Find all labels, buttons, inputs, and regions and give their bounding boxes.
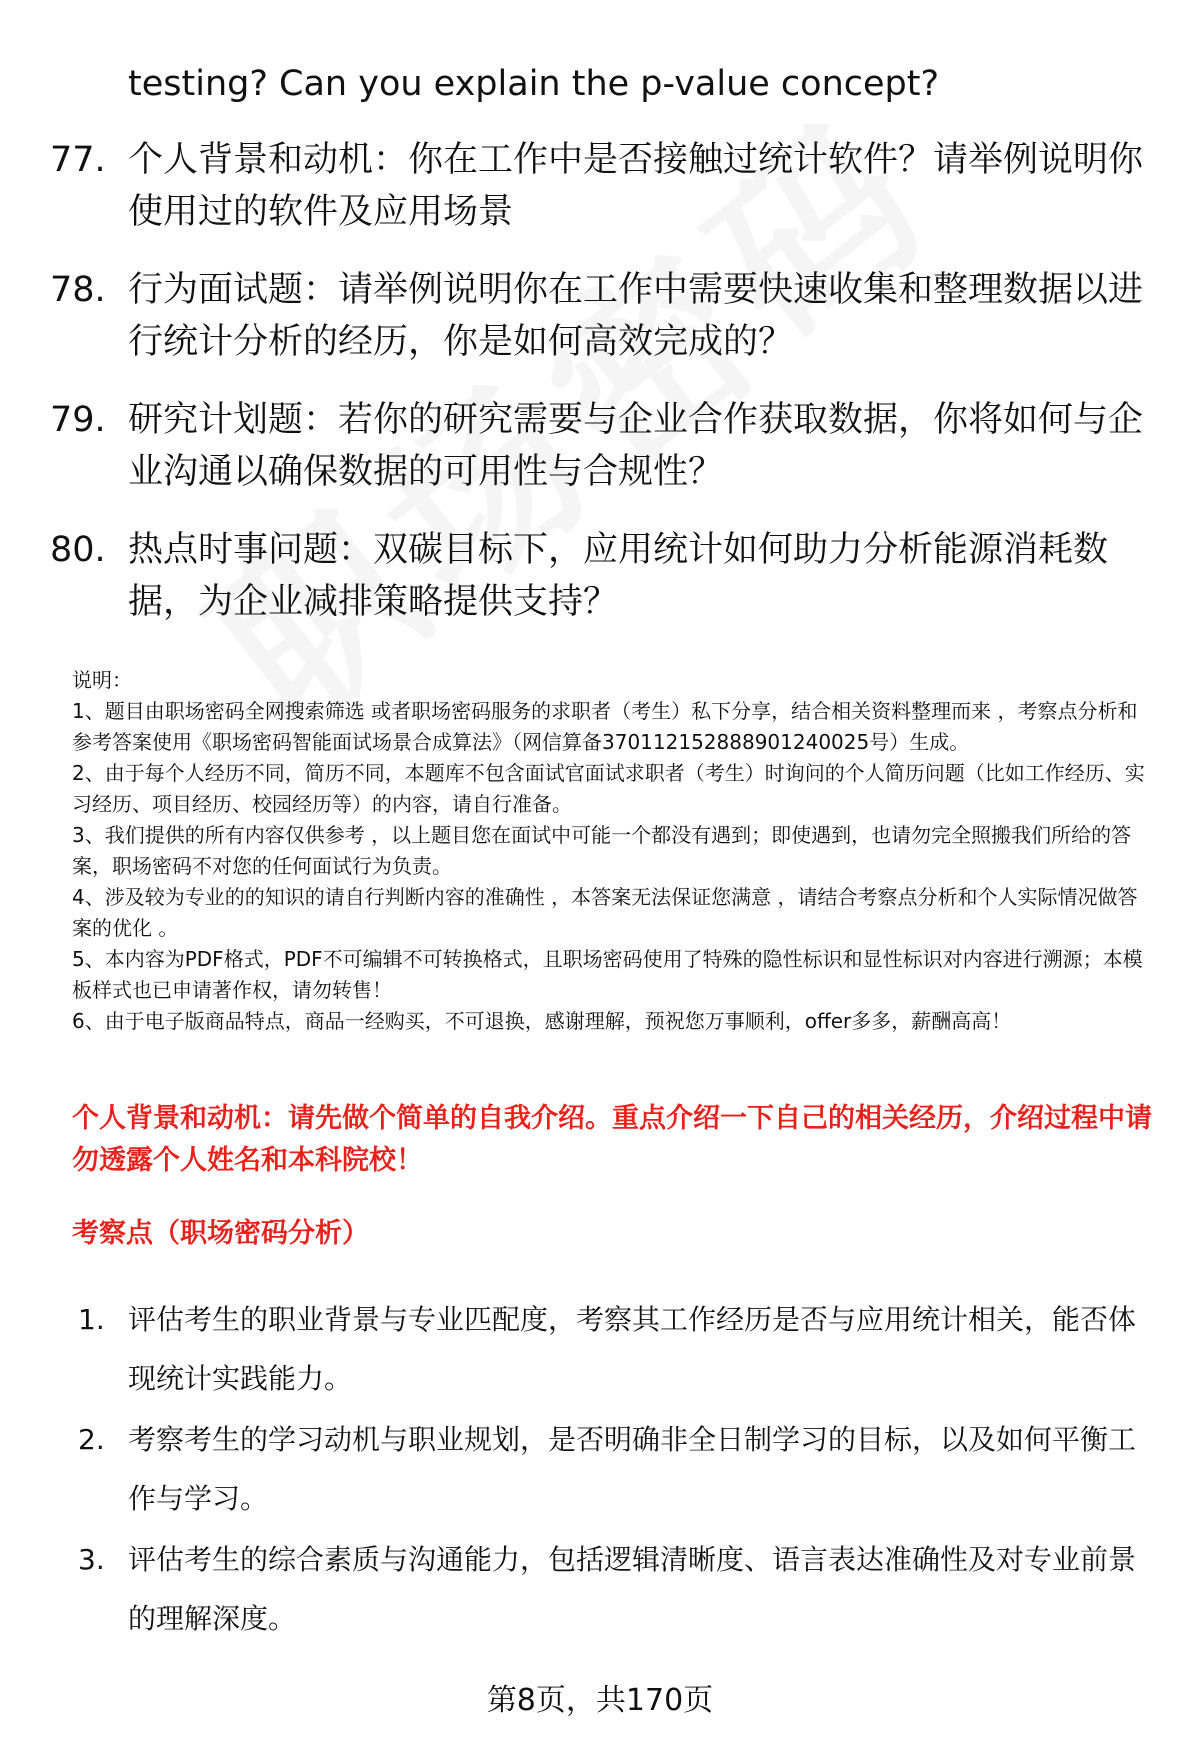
point-number: 2.: [78, 1423, 105, 1456]
question-text: 热点时事问题：双碳目标下，应用统计如何助力分析能源消耗数据，为企业减排策略提供支持？: [128, 530, 1109, 622]
note-item: 5、本内容为PDF格式，PDF不可编辑不可转换格式，且职场密码使用了特殊的隐性标识和显性标识对内容进行溯源；本模板样式也已申请著作权，请勿转售！: [72, 947, 1143, 1002]
page-number-footer: 第8页，共170页: [486, 1683, 714, 1718]
question-number: 80.: [50, 530, 106, 570]
question-text: 个人背景和动机：你在工作中是否接触过统计软件？请举例说明你使用过的软件及应用场景: [128, 140, 1144, 232]
question-item: [50, 264, 1150, 368]
question-continued-text: testing? Can you explain the p-value concept?: [128, 64, 940, 104]
point-text: 考察考生的学习动机与职业规划，是否明确非全日制学习的目标，以及如何平衡工作与学习。: [128, 1423, 1137, 1515]
question-item: [50, 394, 1150, 498]
assessment-points-list: [78, 1290, 1158, 1650]
note-item: 3、我们提供的所有内容仅供参考 ，以上题目您在面试中可能一个都没有遇到；即使遇到，也请勿完全照搬我们所给的答案，职场密码不对您的任何面试行为负责。: [72, 823, 1132, 878]
question-text: 行为面试题：请举例说明你在工作中需要快速收集和整理数据以进行统计分析的经历，你是如何高效完成的？: [128, 270, 1144, 362]
question-number: 77.: [50, 140, 106, 180]
question-list: [50, 58, 1150, 654]
question-number: 78.: [50, 270, 106, 310]
note-item: 2、由于每个人经历不同，简历不同，本题库不包含面试官面试求职者（考生）时询问的个人简历问题（比如工作经历、实习经历、项目经历、校园经历等）的内容，请自行准备。: [72, 761, 1145, 816]
note-item: 1、题目由职场密码全网搜索筛选 或者职场密码服务的求职者（考生）私下分享，结合相关资料整理而来 ，考察点分析和参考答案使用《职场密码智能面试场景合成算法》（网信算备370112152888901240025号）生成。: [72, 699, 1138, 754]
question-number: 79.: [50, 400, 106, 440]
point-text: 评估考生的职业背景与专业匹配度，考察其工作经历是否与应用统计相关，能否体现统计实践能力。: [128, 1303, 1137, 1395]
assessment-point: [78, 1290, 1158, 1408]
question-text: 研究计划题：若你的研究需要与企业合作获取数据，你将如何与企业沟通以确保数据的可用性与合规性？: [128, 400, 1144, 492]
note-item: 4、涉及较为专业的的知识的请自行判断内容的准确性 ，本答案无法保证您满意 ，请结合考察点分析和个人实际情况做答案的优化 。: [72, 885, 1138, 940]
assessment-point: [78, 1410, 1158, 1528]
assessment-point: [78, 1530, 1158, 1648]
question-item: [50, 524, 1150, 628]
section-subheading: 考察点（职场密码分析）: [72, 1218, 369, 1249]
notes-title: 说明：: [72, 668, 132, 692]
point-number: 3.: [78, 1543, 105, 1576]
point-number: 1.: [78, 1303, 105, 1336]
question-item: [50, 134, 1150, 238]
point-text: 评估考生的综合素质与沟通能力，包括逻辑清晰度、语言表达准确性及对专业前景的理解深度。: [128, 1543, 1137, 1635]
section-heading: 个人背景和动机：请先做个简单的自我介绍。重点介绍一下自己的相关经历，介绍过程中请勿透露个人姓名和本科院校！: [72, 1103, 1152, 1176]
notes-block: [72, 665, 1152, 1037]
note-item: 6、由于电子版商品特点，商品一经购买，不可退换，感谢理解，预祝您万事顺利，offer多多，薪酬高高！: [72, 1009, 1012, 1033]
